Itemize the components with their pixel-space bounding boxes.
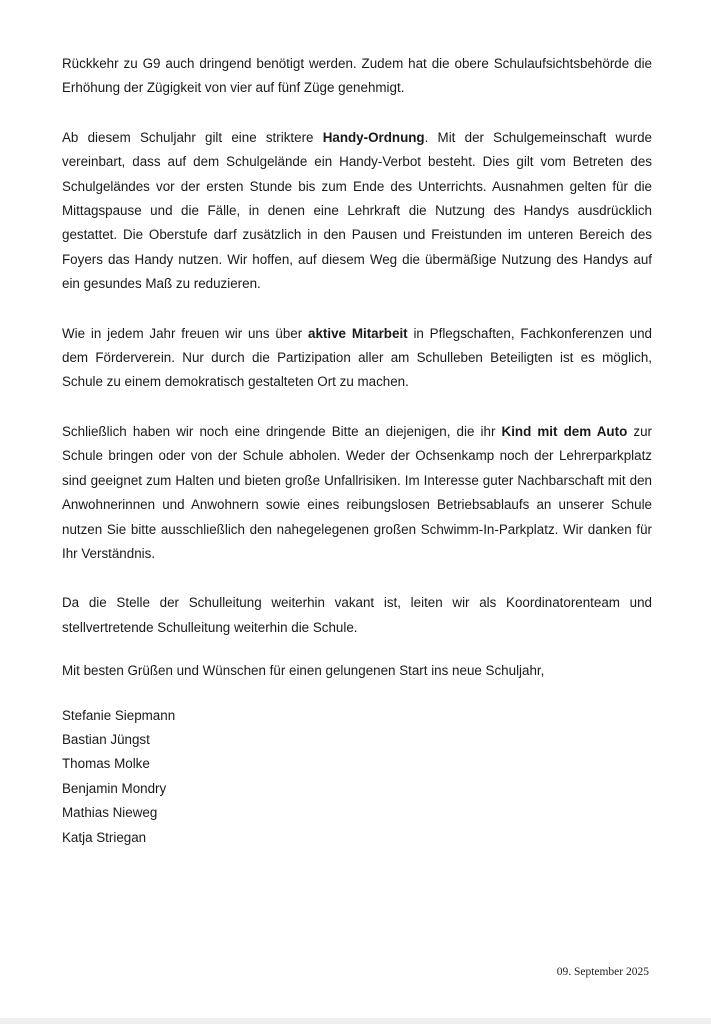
signature-name: Benjamin Mondry	[62, 780, 167, 796]
paragraph-mitarbeit-text: in Pflegschaften, Fachkonferenzen und dem Förderverein. Nur durch die Partizipation aller am Schulleben Beteiligten ist es möglich, Schule zu einem demokratisch gestalteten Ort zu machen.	[62, 325, 652, 390]
paragraph-aktive-mitarbeit	[62, 322, 652, 395]
signature-name: Stefanie Siepmann	[62, 707, 176, 723]
closing-greeting: Mit besten Grüßen und Wünschen für einen gelungenen Start ins neue Schuljahr,	[62, 663, 545, 679]
paragraph-kind-mit-dem-auto	[62, 420, 652, 566]
paragraph-auto-intro: Schließlich haben wir noch eine dringende Bitte an diejenigen, die ihr	[62, 423, 502, 439]
paragraph-schulleitung: Da die Stelle der Schulleitung weiterhin vakant ist, leiten wir als Koordinatorenteam und stellvertretende Schulleitung weiterhin die Schule.	[62, 595, 652, 635]
paragraph-handy-ordnung-text: . Mit der Schulgemeinschaft wurde vereinbart, dass auf dem Schulgelände ein Handy-Verbot besteht. Dies gilt vom Betreten des Schulgeländes vor der ersten Stunde bis zum Ende des Unterrichts. Ausnahmen gelten für die Mittagspause und die Fälle, in denen eine Lehrkraft die Nutzung des Handys ausdrücklich gestattet. Die Oberstufe darf zusätzlich in den Pausen und Freistunden im unteren Bereich des Foyers das Handy nutzen. Wir hoffen, auf diesem Weg die übermäßige Nutzung des Handys auf ein gesundes Maß zu reduzieren.	[62, 129, 653, 292]
signature-name: Mathias Nieweg	[62, 805, 158, 821]
letter-body	[62, 52, 652, 850]
letter-date: 09. September 2025	[556, 966, 649, 978]
paragraph-handy-ordnung	[62, 126, 652, 297]
aktive-mitarbeit-highlight: aktive Mitarbeit	[308, 325, 408, 341]
page-bottom-edge	[0, 1018, 711, 1024]
signature-name: Katja Striegan	[62, 829, 147, 845]
signature-name: Bastian Jüngst	[62, 731, 150, 747]
signature-list	[62, 704, 652, 850]
handy-ordnung-highlight: Handy-Ordnung	[322, 129, 425, 145]
signature-name: Thomas Molke	[62, 756, 150, 772]
paragraph-g9-zuegigkeit: Rückkehr zu G9 auch dringend benötigt werden. Zudem hat die obere Schulaufsichtsbehörde die Erhöhung der Zügigkeit von vier auf fünf Züge genehmigt.	[62, 56, 652, 96]
paragraph-mitarbeit-intro: Wie in jedem Jahr freuen wir uns über	[62, 325, 309, 341]
paragraph-handy-ordnung-intro: Ab diesem Schuljahr gilt eine striktere	[62, 129, 323, 145]
paragraph-auto-text: zur Schule bringen oder von der Schule abholen. Weder der Ochsenkamp noch der Lehrerparkplatz sind geeignet zum Halten und bieten große Unfallrisiken. Im Interesse guter Nachbarschaft mit den Anwohnerinnen und Anwohnern sowie eines reibungslosen Betriebsablaufs an unserer Schule nutzen Sie bitte ausschließlich den nahegelegenen großen Schwimm-In-Parkplatz. Wir danken für Ihr Verständnis.	[62, 423, 652, 561]
kind-mit-dem-auto-highlight: Kind mit dem Auto	[501, 423, 628, 439]
